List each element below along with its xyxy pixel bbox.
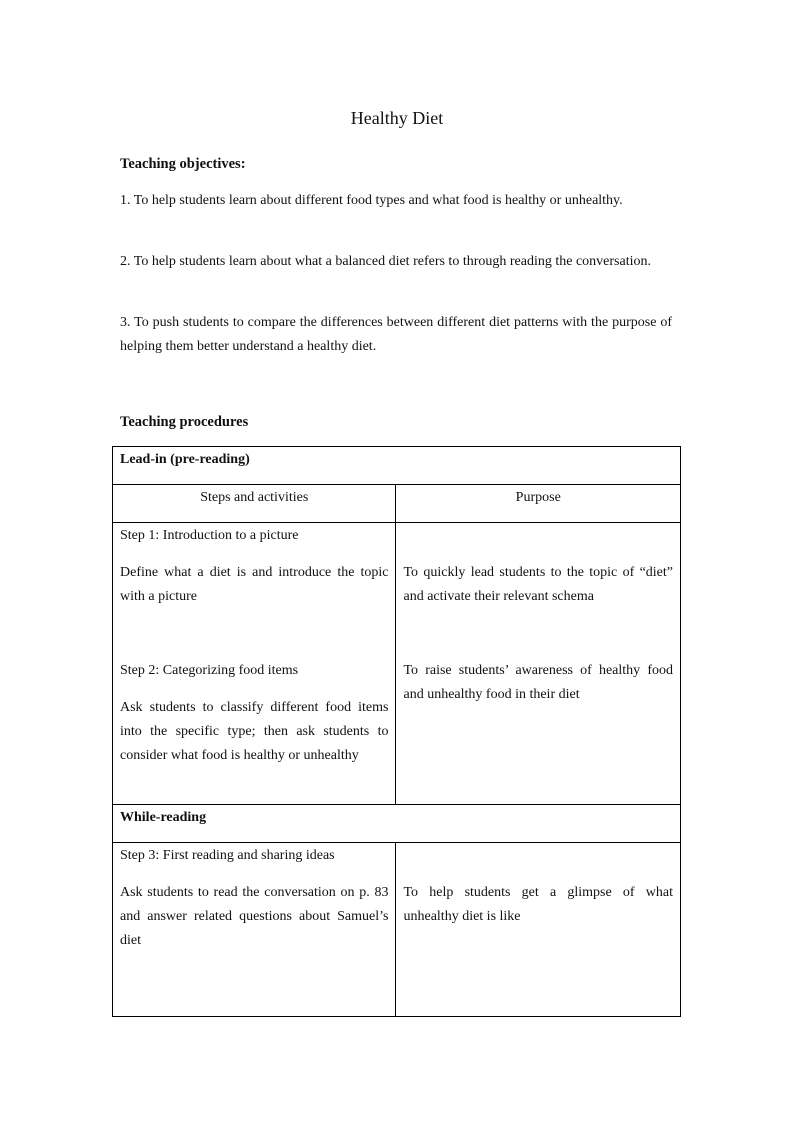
steps-cell <box>113 523 396 805</box>
section-lead-in: Lead-in (pre-reading) <box>113 447 681 485</box>
step1-purpose: To quickly lead students to the topic of “diet” and activate their relevant schema <box>403 565 673 604</box>
table-row <box>113 523 681 805</box>
document-title: Healthy Diet <box>350 108 444 128</box>
table-row <box>113 805 681 843</box>
table-row <box>113 447 681 485</box>
objectives-heading: Teaching objectives: <box>120 156 246 172</box>
step3-purpose: To help students get a glimpse of what unhealthy diet is like <box>403 885 673 924</box>
column-header-steps: Steps and activities <box>113 485 396 523</box>
step3-description: Ask students to read the conversation on p. 83 and answer related questions about Samuel’s diet <box>120 885 389 948</box>
table-row <box>113 843 681 1017</box>
purpose-cell <box>396 523 681 805</box>
step2-description: Ask students to classify different food items into the specific type; then ask students to consider what food is healthy or unhealthy <box>120 700 389 763</box>
steps-cell <box>113 843 396 1017</box>
step2-title: Step 2: Categorizing food items <box>120 663 299 678</box>
procedures-table <box>112 446 681 1017</box>
procedures-heading: Teaching procedures <box>120 414 249 430</box>
objective-2: 2. To help students learn about what a balanced diet refers to through reading the conversation. <box>120 254 651 269</box>
objective-1: 1. To help students learn about different food types and what food is healthy or unhealthy. <box>120 193 623 208</box>
section-while-reading: While-reading <box>113 805 681 843</box>
purpose-cell <box>396 843 681 1017</box>
table-header-row <box>113 485 681 523</box>
step3-title: Step 3: First reading and sharing ideas <box>120 848 335 863</box>
step1-description: Define what a diet is and introduce the topic with a picture <box>120 565 389 604</box>
step2-purpose: To raise students’ awareness of healthy food and unhealthy food in their diet <box>403 663 673 702</box>
step1-title: Step 1: Introduction to a picture <box>120 528 299 543</box>
objective-3: 3. To push students to compare the differences between different diet patterns with the purpose of helping them better understand a healthy diet. <box>120 315 672 354</box>
column-header-purpose: Purpose <box>396 485 681 523</box>
